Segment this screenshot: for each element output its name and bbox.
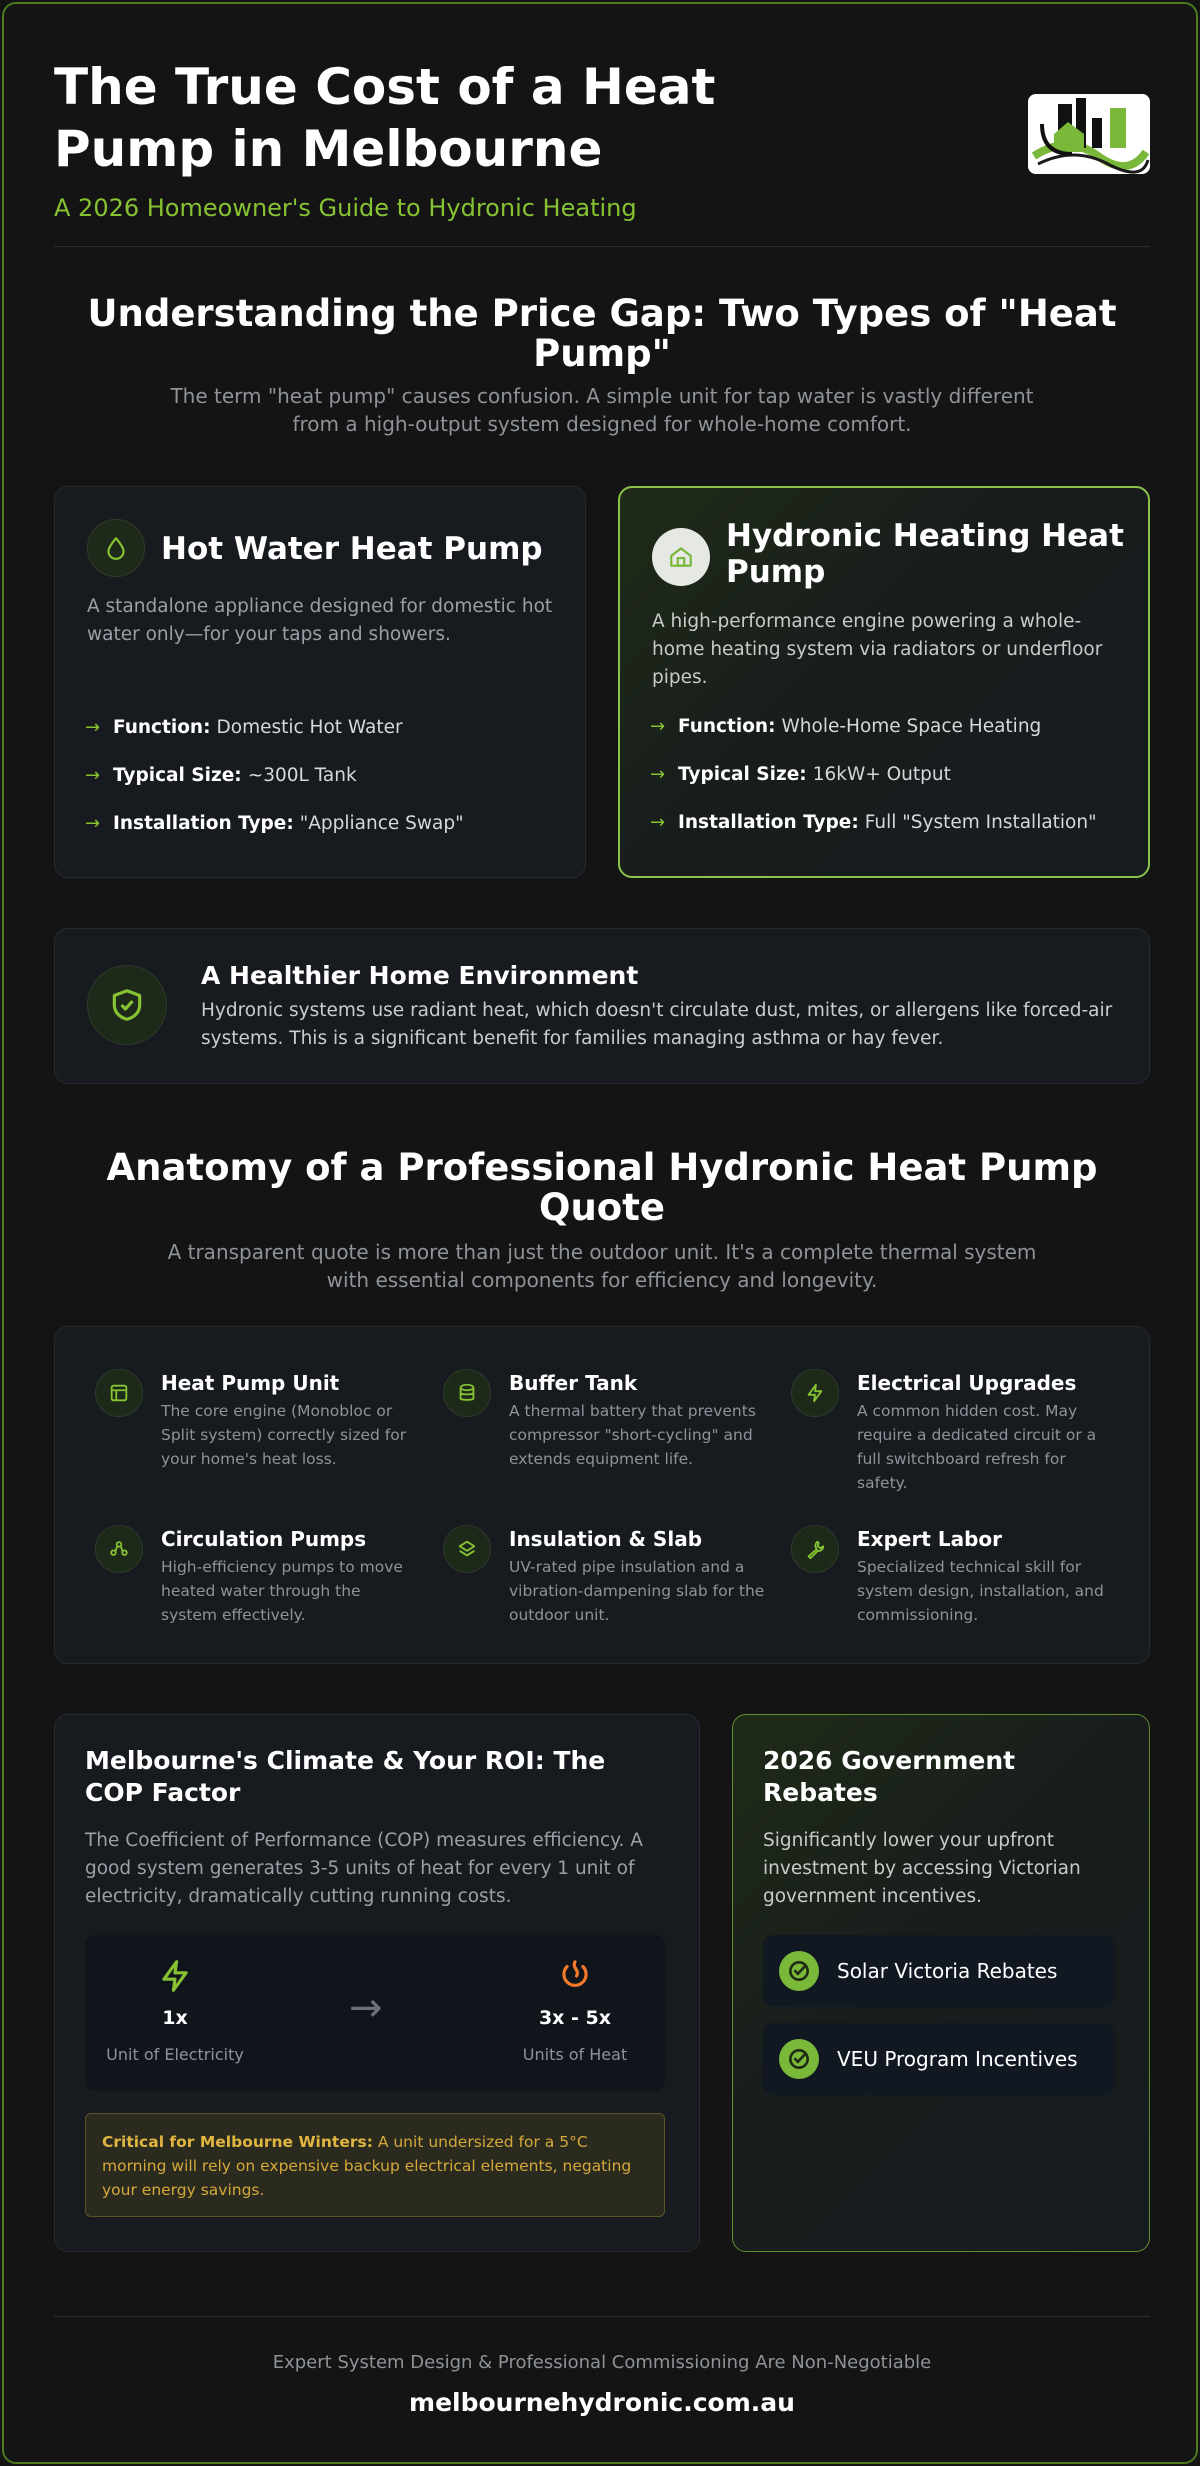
component-title: Insulation & Slab (509, 1527, 703, 1551)
rebates-title: 2026 Government Rebates (763, 1746, 1016, 1807)
footer-url[interactable]: melbournehydronic.com.au (409, 2388, 795, 2417)
unit-icon (95, 1369, 143, 1417)
header-divider (54, 246, 1150, 247)
footer-divider (54, 2316, 1150, 2317)
hydronic-feature-function: → Function: Whole-Home Space Heating (650, 716, 1042, 737)
component-description: A thermal battery that prevents compressor "short-cycling" and extends equipment life. (509, 1402, 756, 1468)
shield-check-icon (87, 965, 167, 1045)
hydronic-card (618, 486, 1150, 878)
hot-water-feature-size: → Typical Size: ~300L Tank (85, 765, 357, 786)
component-buffer-tank (443, 1369, 783, 1519)
component-title: Circulation Pumps (161, 1527, 367, 1551)
footer-tagline: Expert System Design & Professional Commissioning Are Non-Negotiable (272, 2352, 932, 2373)
flame-icon (485, 1957, 665, 1999)
hot-water-card (54, 486, 586, 878)
cop-input (85, 1957, 265, 2064)
hydronic-title: Hydronic Heating Heat Pump (726, 518, 1124, 590)
roi-title: Melbourne's Climate & Your ROI: The COP Factor (85, 1746, 606, 1807)
component-electrical-upgrades (791, 1369, 1131, 1519)
wrench-icon (791, 1525, 839, 1573)
arrow-right-icon: → (349, 1985, 383, 2031)
warning-heading: Critical for Melbourne Winters: (102, 2133, 373, 2151)
hydronic-feature-installation: → Installation Type: Full "System Installation" (650, 812, 1097, 833)
hot-water-feature-installation: → Installation Type: "Appliance Swap" (85, 813, 464, 834)
rebate-item-solar-victoria (763, 1935, 1115, 2007)
component-description: Specialized technical skill for system design, installation, and commissioning. (857, 1558, 1104, 1624)
page-title: The True Cost of a Heat Pump in Melbourne (54, 58, 716, 178)
component-title: Buffer Tank (509, 1371, 638, 1395)
cop-output-value: 3x - 5x (538, 2007, 612, 2029)
cylinder-icon (443, 1369, 491, 1417)
component-title: Heat Pump Unit (161, 1371, 340, 1395)
component-description: The core engine (Monobloc or Split system) correctly sized for your home's heat loss. (161, 1402, 407, 1468)
rebate-label: VEU Program Incentives (837, 2047, 1078, 2071)
component-description: A common hidden cost. May require a dedicated circuit or a full switchboard refresh for safety. (857, 1402, 1097, 1492)
hydronic-description: A high-performance engine powering a whole-home heating system via radiators or underfloor pipes. (652, 611, 1103, 688)
house-icon (652, 528, 710, 586)
price-gap-title: Understanding the Price Gap: Two Types of "Heat Pump" (87, 292, 1117, 375)
company-logo (1028, 94, 1150, 174)
health-title: A Healthier Home Environment (201, 961, 639, 990)
hydronic-feature-size: → Typical Size: 16kW+ Output (650, 764, 951, 785)
arrow-right-icon: → (650, 716, 666, 737)
rebates-card (732, 1714, 1150, 2252)
arrow-right-icon: → (85, 765, 101, 786)
arrow-right-icon: → (85, 717, 101, 738)
health-card (54, 928, 1150, 1084)
arrow-right-icon: → (650, 764, 666, 785)
rebate-label: Solar Victoria Rebates (837, 1959, 1058, 1983)
cop-diagram (85, 1935, 665, 2091)
hot-water-description: A standalone appliance designed for domestic hot water only—for your taps and showers. (87, 596, 553, 645)
anatomy-description: A transparent quote is more than just the outdoor unit. It's a complete thermal system with essential components for efficiency and longevity. (167, 1240, 1037, 1292)
price-gap-description: The term "heat pump" causes confusion. A simple unit for tap water is vastly different from a high-output system designed for whole-home comfort. (170, 384, 1034, 436)
header (54, 56, 1150, 246)
rebate-item-veu-program (763, 2023, 1115, 2095)
component-description: UV-rated pipe insulation and a vibration-dampening slab for the outdoor unit. (509, 1558, 765, 1624)
component-description: High-efficiency pumps to move heated water through the system effectively. (161, 1558, 403, 1624)
anatomy-title: Anatomy of a Professional Hydronic Heat Pump Quote (106, 1146, 1098, 1229)
component-insulation-slab (443, 1525, 783, 1675)
component-title: Expert Labor (857, 1527, 1002, 1551)
warning-text: A unit undersized for a 5°C morning will rely on expensive backup electrical elements, negating your energy savings. (102, 2133, 632, 2199)
arrow-right-icon: → (650, 812, 666, 833)
health-description: Hydronic systems use radiant heat, which doesn't circulate dust, mites, or allergens like forced-air systems. This is a significant benefit for families managing asthma or hay fever. (201, 1000, 1113, 1049)
winter-warning (85, 2113, 665, 2217)
infographic-frame (2, 2, 1198, 2464)
arrow-right-icon: → (85, 813, 101, 834)
roi-description: The Coefficient of Performance (COP) measures efficiency. A good system generates 3-5 units of heat for every 1 unit of electricity, dramatically cutting running costs. (85, 1830, 643, 1907)
component-circulation-pumps (95, 1525, 435, 1675)
rebates-description: Significantly lower your upfront investment by accessing Victorian government incentives. (763, 1830, 1081, 1907)
component-heat-pump-unit (95, 1369, 435, 1519)
cop-output (485, 1957, 665, 2064)
check-circle-icon (779, 1951, 819, 1991)
lightning-icon (791, 1369, 839, 1417)
droplet-icon (87, 519, 145, 577)
cop-output-label: Units of Heat (522, 2045, 628, 2064)
hot-water-feature-function: → Function: Domestic Hot Water (85, 717, 403, 738)
components-card (54, 1326, 1150, 1664)
pump-icon (95, 1525, 143, 1573)
cop-input-label: Unit of Electricity (106, 2045, 244, 2064)
hot-water-title: Hot Water Heat Pump (161, 531, 543, 567)
lightning-icon (85, 1957, 265, 1999)
roi-card (54, 1714, 700, 2252)
page-subtitle: A 2026 Homeowner's Guide to Hydronic Heating (54, 194, 637, 222)
layers-icon (443, 1525, 491, 1573)
cop-input-value: 1x (162, 2007, 188, 2029)
component-title: Electrical Upgrades (857, 1371, 1077, 1395)
check-circle-icon (779, 2039, 819, 2079)
component-expert-labor (791, 1525, 1131, 1675)
